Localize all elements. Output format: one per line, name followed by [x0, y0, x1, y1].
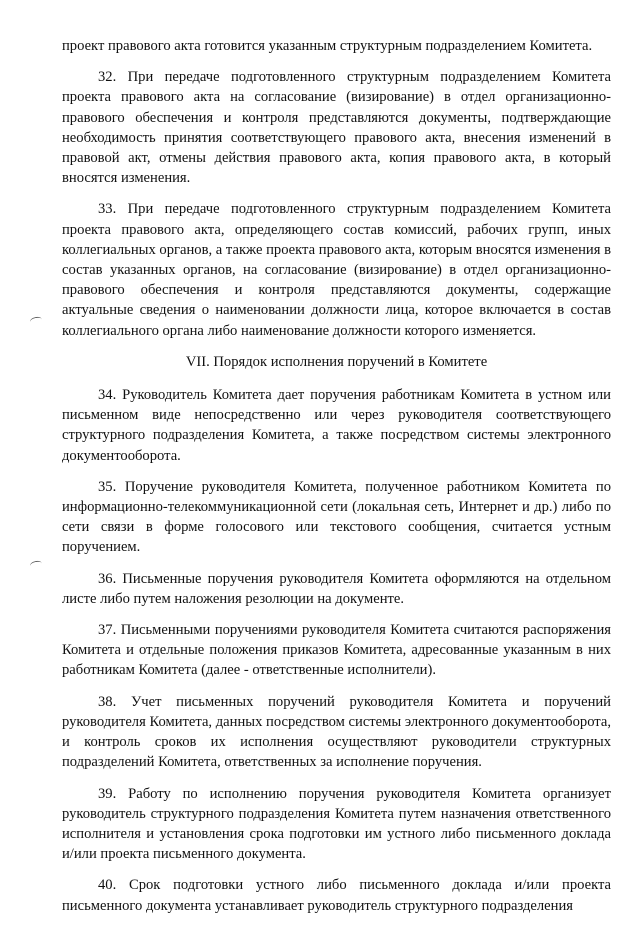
paragraph-36: 36. Письменные поручения руководителя Комитета оформляются на отдельном листе либо путем наложения резолюции на документе. [62, 570, 611, 607]
paragraph-continuation: проект правового акта готовится указанным структурным подразделением Комитета. [62, 38, 593, 54]
paragraph-32: 32. При передаче подготовленного структурным подразделением Комитета проекта правового акта на согласование (визирование) в отдел организационно-правового обеспечения и контроля представляются документы, подтверждающие необходимость принятия соответствующего правового акта, внесения изменений в правовой акт, отмены действия правового акта, копия правового акта, в который вносятся изменения. [62, 69, 611, 187]
paragraph-34: 34. Руководитель Комитета дает поручения работникам Комитета в устном или письменном виде непосредственно или через руководителя соответствующего структурного подразделения Комитета, а также посредством системы электронного документооборота. [62, 387, 611, 464]
paragraph-33: 33. При передаче подготовленного структурным подразделением Комитета проекта правового акта, определяющего состав комиссий, рабочих групп, иных коллегиальных органов, а также проекта правового акта, которым вносятся изменения в состав указанных органов, на согласование (визирование) в отдел организационно-правового обеспечения и контроля представляются документы, содержащие актуальные сведения о наименовании должности лица, которое включается в состав коллегиального органа либо наименование должности которого изменяется. [62, 201, 611, 339]
paragraph-40: 40. Срок подготовки устного либо письменного доклада и/или проекта письменного документа устанавливает руководитель структурного подразделения [62, 877, 611, 914]
paragraph-38: 38. Учет письменных поручений руководителя Комитета и поручений руководителя Комитета, данных посредством системы электронного документооборота, и контроль сроков их исполнения осуществляют руководители структурных подразделений Комитета, ответственных за исполнение поручения. [62, 693, 611, 771]
section-heading: VII. Порядок исполнения поручений в Комитете [185, 353, 488, 370]
paragraph-37: 37. Письменными поручениями руководителя Комитета считаются распоряжения Комитета и отдельные положения приказов Комитета, адресованные указанным в них работникам Комитета (далее - ответственные исполнители). [62, 622, 611, 679]
document-body [62, 36, 611, 927]
margin-pen-mark [29, 560, 42, 569]
margin-pen-mark [29, 316, 42, 325]
paragraph-35: 35. Поручение руководителя Комитета, полученное работником Комитета по информационно-телекоммуникационной сети (локальная сеть, Интернет и др.) либо по сети связи в форме голосового или текстового сообщения, считается устным поручением. [62, 478, 611, 556]
paragraph-39: 39. Работу по исполнению поручения руководителя Комитета организует руководитель структурного подразделения Комитета путем назначения ответственного исполнителя и установления срока подготовки им устного либо письменного доклада и/или проекта письменного документа. [62, 785, 611, 863]
